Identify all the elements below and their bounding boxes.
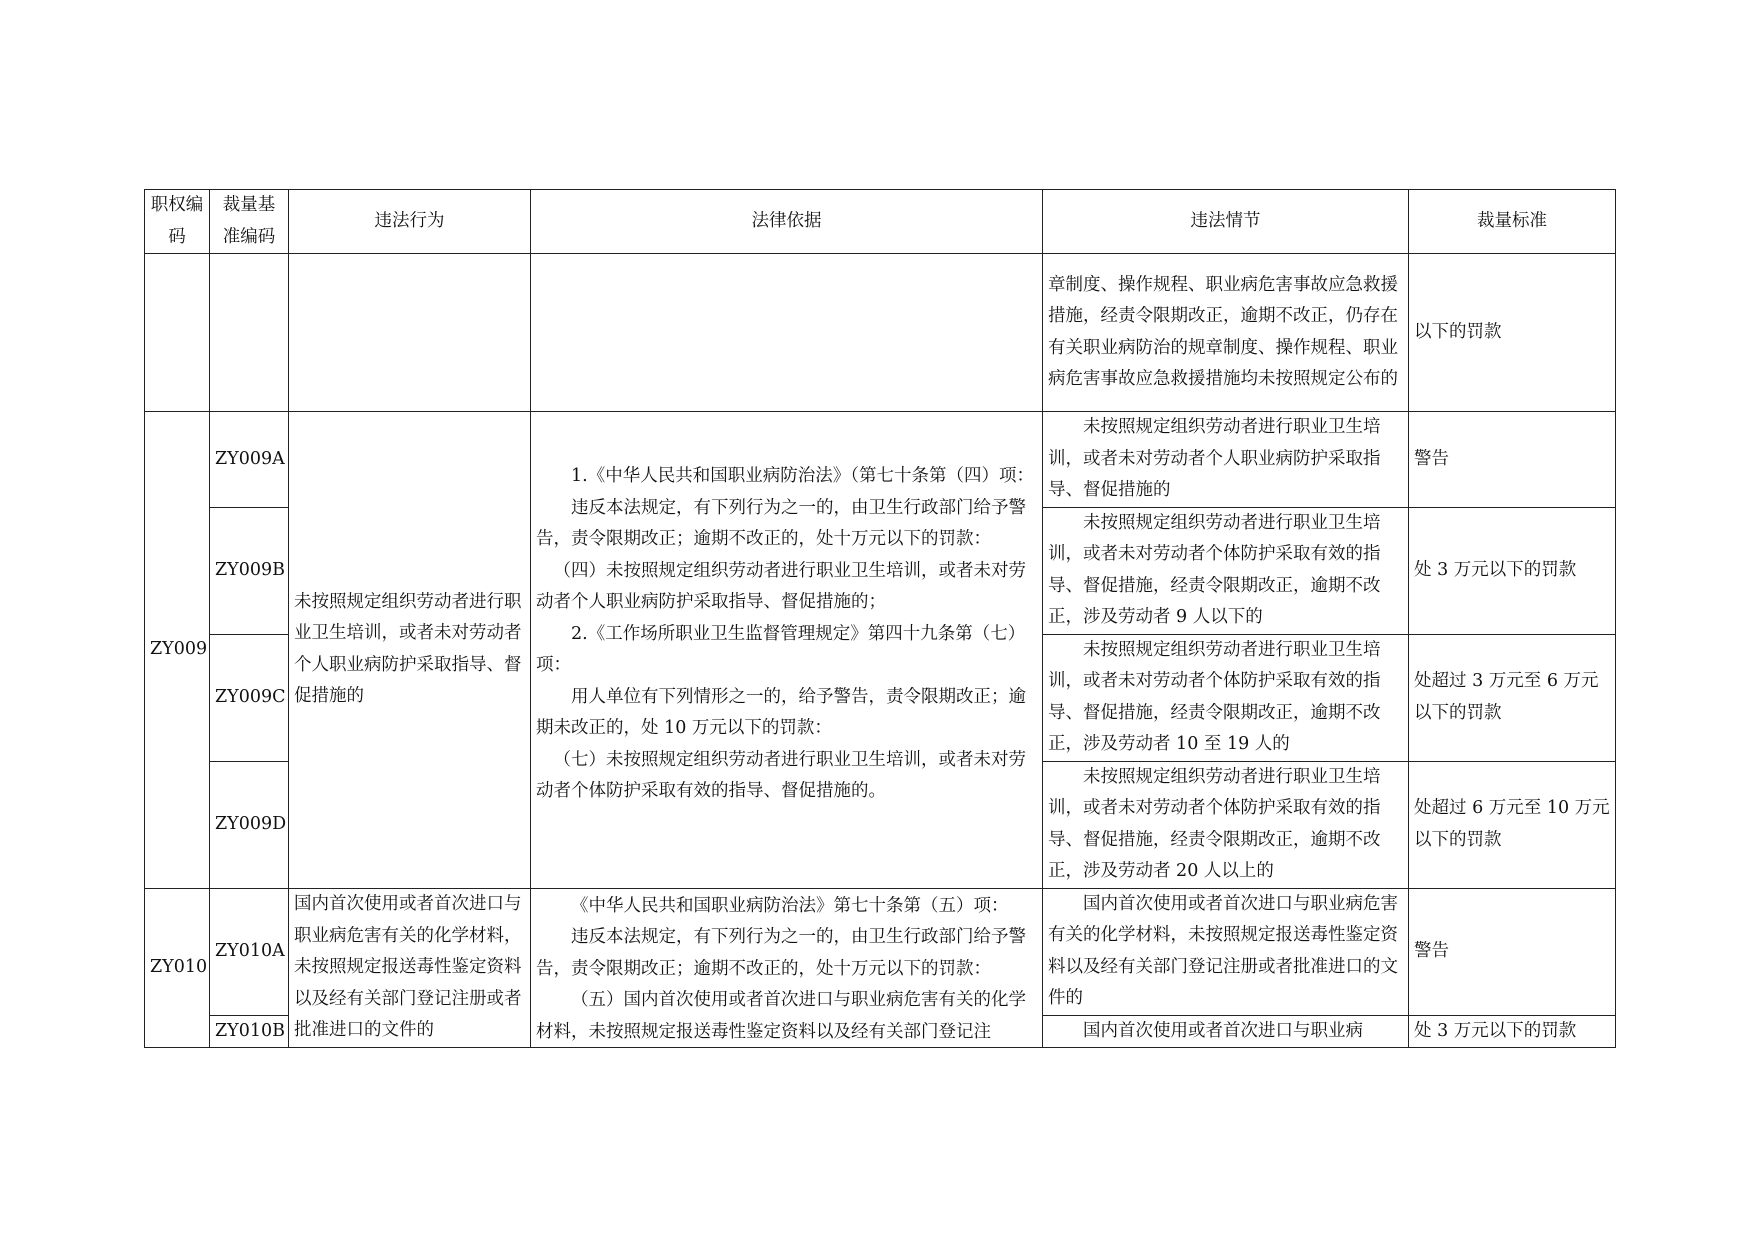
circumstance	[1043, 412, 1409, 508]
standard: 处超过 3 万元至 6 万元以下的罚款	[1409, 634, 1616, 761]
benchmark-code: ZY009D	[210, 761, 289, 888]
cont-benchmark-cell	[210, 254, 289, 412]
authority-code-zy010: ZY010	[145, 888, 210, 1048]
circumstance	[1043, 888, 1409, 1015]
header-benchmark-code: 裁量基准编码	[210, 190, 289, 254]
standard: 处 3 万元以下的罚款	[1409, 1015, 1616, 1048]
legal-basis-zy010	[531, 888, 1043, 1048]
circumstance-text: 未按照规定组织劳动者进行职业卫生培训，或者未对劳动者个体防护采取有效的指导、督促措施，经责令限期改正，逾期不改正，涉及劳动者 10 至 19 人的	[1048, 639, 1381, 754]
circumstance-text: 未按照规定组织劳动者进行职业卫生培训，或者未对劳动者个人职业病防护采取指导、督促措施的	[1048, 417, 1381, 500]
benchmark-code: ZY009B	[210, 507, 289, 634]
header-legal-basis: 法律依据	[531, 190, 1043, 254]
authority-code-zy009: ZY009	[145, 412, 210, 889]
benchmark-code: ZY009C	[210, 634, 289, 761]
violation-zy010: 国内首次使用或者首次进口与职业病危害有关的化学材料，未按照规定报送毒性鉴定资料以及经有关部门登记注册或者批准进口的文件的	[289, 888, 531, 1048]
cont-violation-cell	[289, 254, 531, 412]
header-circumstance: 违法情节	[1043, 190, 1409, 254]
legal-paragraph: （七）未按照规定组织劳动者进行职业卫生培训，或者未对劳动者个体防护采取有效的指导、督促措施的。	[536, 749, 1026, 801]
legal-paragraph: 违反本法规定，有下列行为之一的，由卫生行政部门给予警告，责令限期改正；逾期不改正的，处十万元以下的罚款：	[536, 927, 1026, 979]
legal-paragraph: 《中华人民共和国职业病防治法》第七十条第（五）项：	[571, 895, 1009, 916]
legal-basis-zy009	[531, 412, 1043, 889]
legal-paragraph: 2.《工作场所职业卫生监督管理规定》第四十九条第（七）项：	[536, 623, 1026, 675]
header-authority-code: 职权编码	[145, 190, 210, 254]
penalty-discretion-table	[144, 189, 1616, 1048]
circumstance	[1043, 634, 1409, 761]
legal-paragraph: （四）未按照规定组织劳动者进行职业卫生培训，或者未对劳动者个人职业病防护采取指导、督促措施的；	[536, 560, 1026, 612]
benchmark-code: ZY009A	[210, 412, 289, 508]
circumstance-text: 国内首次使用或者首次进口与职业病	[1083, 1020, 1363, 1041]
cont-standard: 以下的罚款	[1409, 254, 1616, 412]
table-row	[145, 888, 1616, 1015]
circumstance	[1043, 507, 1409, 634]
circumstance	[1043, 1015, 1409, 1048]
legal-paragraph: 违反本法规定，有下列行为之一的，由卫生行政部门给予警告，责令限期改正；逾期不改正的，处十万元以下的罚款：	[536, 497, 1026, 549]
benchmark-code: ZY010A	[210, 888, 289, 1015]
standard: 警告	[1409, 412, 1616, 508]
standard: 警告	[1409, 888, 1616, 1015]
standard: 处 3 万元以下的罚款	[1409, 507, 1616, 634]
cont-legal-cell	[531, 254, 1043, 412]
violation-zy009: 未按照规定组织劳动者进行职业卫生培训，或者未对劳动者个人职业病防护采取指导、督促措施的	[289, 412, 531, 889]
circumstance-text: 未按照规定组织劳动者进行职业卫生培训，或者未对劳动者个体防护采取有效的指导、督促措施，经责令限期改正，逾期不改正，涉及劳动者 9 人以下的	[1048, 512, 1381, 627]
circumstance	[1043, 761, 1409, 888]
cont-authority-cell	[145, 254, 210, 412]
header-violation: 违法行为	[289, 190, 531, 254]
table-row	[145, 412, 1616, 508]
circumstance-text: 国内首次使用或者首次进口与职业病危害有关的化学材料，未按照规定报送毒性鉴定资料以及经有关部门登记注册或者批准进口的文件的	[1048, 893, 1398, 1008]
legal-paragraph: 用人单位有下列情形之一的，给予警告，责令限期改正；逾期未改正的，处 10 万元以下的罚款：	[536, 686, 1026, 738]
legal-paragraph: 1.《中华人民共和国职业病防治法》（第七十条第（四）项：	[571, 466, 1034, 486]
legal-paragraph: （五）国内首次使用或者首次进口与职业病危害有关的化学材料，未按照规定报送毒性鉴定资料以及经有关部门登记注	[536, 990, 1026, 1042]
header-standard: 裁量标准	[1409, 190, 1616, 254]
continuation-row	[145, 254, 1616, 412]
cont-circumstance: 章制度、操作规程、职业病危害事故应急救援措施，经责令限期改正，逾期不改正，仍存在有关职业病防治的规章制度、操作规程、职业病危害事故应急救援措施均未按照规定公布的	[1043, 254, 1409, 412]
benchmark-code: ZY010B	[210, 1015, 289, 1048]
circumstance-text: 未按照规定组织劳动者进行职业卫生培训，或者未对劳动者个体防护采取有效的指导、督促措施，经责令限期改正，逾期不改正，涉及劳动者 20 人以上的	[1048, 766, 1381, 881]
standard: 处超过 6 万元至 10 万元以下的罚款	[1409, 761, 1616, 888]
header-row	[145, 190, 1616, 254]
